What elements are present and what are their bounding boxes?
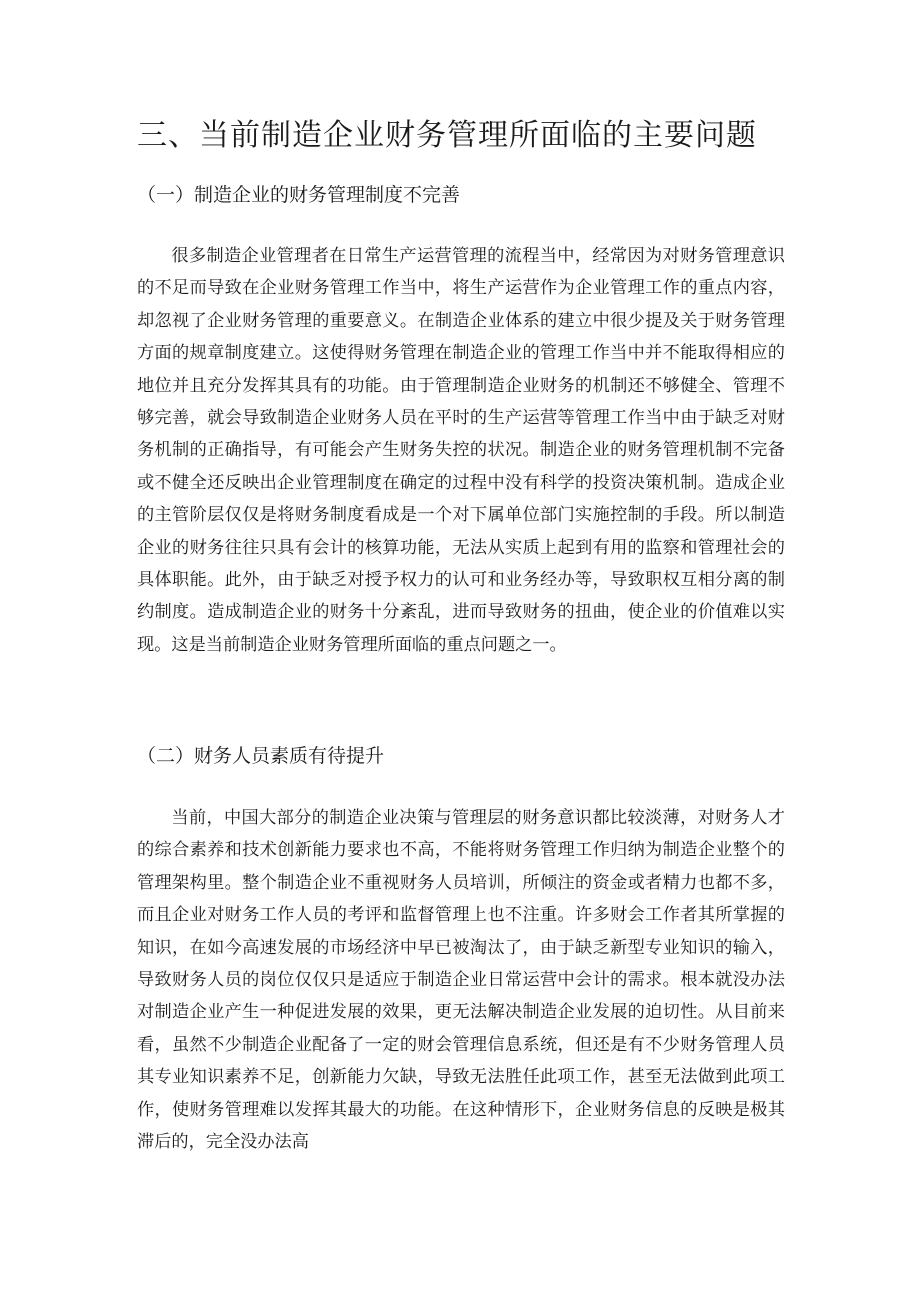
section-heading-1: （一）制造企业的财务管理制度不完善 [137,184,461,206]
chapter-heading: 三、当前制造企业财务管理所面临的主要问题 [137,118,757,153]
section-2-paragraph: 当前，中国大部分的制造企业决策与管理层的财务意识都比较淡薄，对财务人才的综合素养和技术创新能力要求也不高，不能将财务管理工作归纳为制造企业整个的管理架构里。整个制造企业不重视财务人员培训，所倾注的资金或者精力也都不多，而且企业对财务工作人员的考评和监督管理上也不注重。许多财会工作者其所掌握的知识，在如今高速发展的市场经济中早已被淘汰了，由于缺乏新型专业知识的输入，导致财务人员的岗位仅仅只是适应于制造企业日常运营中会计的需求。根本就没办法对制造企业产生一种促进发展的效果，更无法解决制造企业发展的迫切性。从目前来看，虽然不少制造企业配备了一定的财会管理信息系统，但还是有不少财务管理人员其专业知识素养不足，创新能力欠缺，导致无法胜任此项工作，甚至无法做到此项工作，使财务管理难以发挥其最大的功能。在这种情形下，企业财务信息的反映是极其滞后的，完全没办法高 [137,808,785,1153]
section-1-paragraph: 很多制造企业管理者在日常生产运营管理的流程当中，经常因为对财务管理意识的不足而导致在企业财务管理工作当中，将生产运营作为企业管理工作的重点内容，却忽视了企业财务管理的重要意义。在制造企业体系的建立中很少提及关于财务管理方面的规章制度建立。这使得财务管理在制造企业的管理工作当中并不能取得相应的地位并且充分发挥其具有的功能。由于管理制造企业财务的机制还不够健全、管理不够完善，就会导致制造企业财务人员在平时的生产运营等管理工作当中由于缺乏对财务机制的正确指导，有可能会产生财务失控的状况。制造企业的财务管理机制不完备或不健全还反映出企业管理制度在确定的过程中没有科学的投资决策机制。造成企业的主管阶层仅仅是将财务制度看成是一个对下属单位部门实施控制的手段。所以制造企业的财务往往只具有会计的核算功能，无法从实质上起到有用的监察和管理社会的具体职能。此外，由于缺乏对授予权力的认可和业务经办等，导致职权互相分离的制约制度。造成制造企业的财务十分紊乱，进而导致财务的扭曲，使企业的价值难以实现。这是当前制造企业财务管理所面临的重点问题之一。 [137,246,785,655]
section-heading-2: （二）财务人员素质有待提升 [137,745,385,767]
